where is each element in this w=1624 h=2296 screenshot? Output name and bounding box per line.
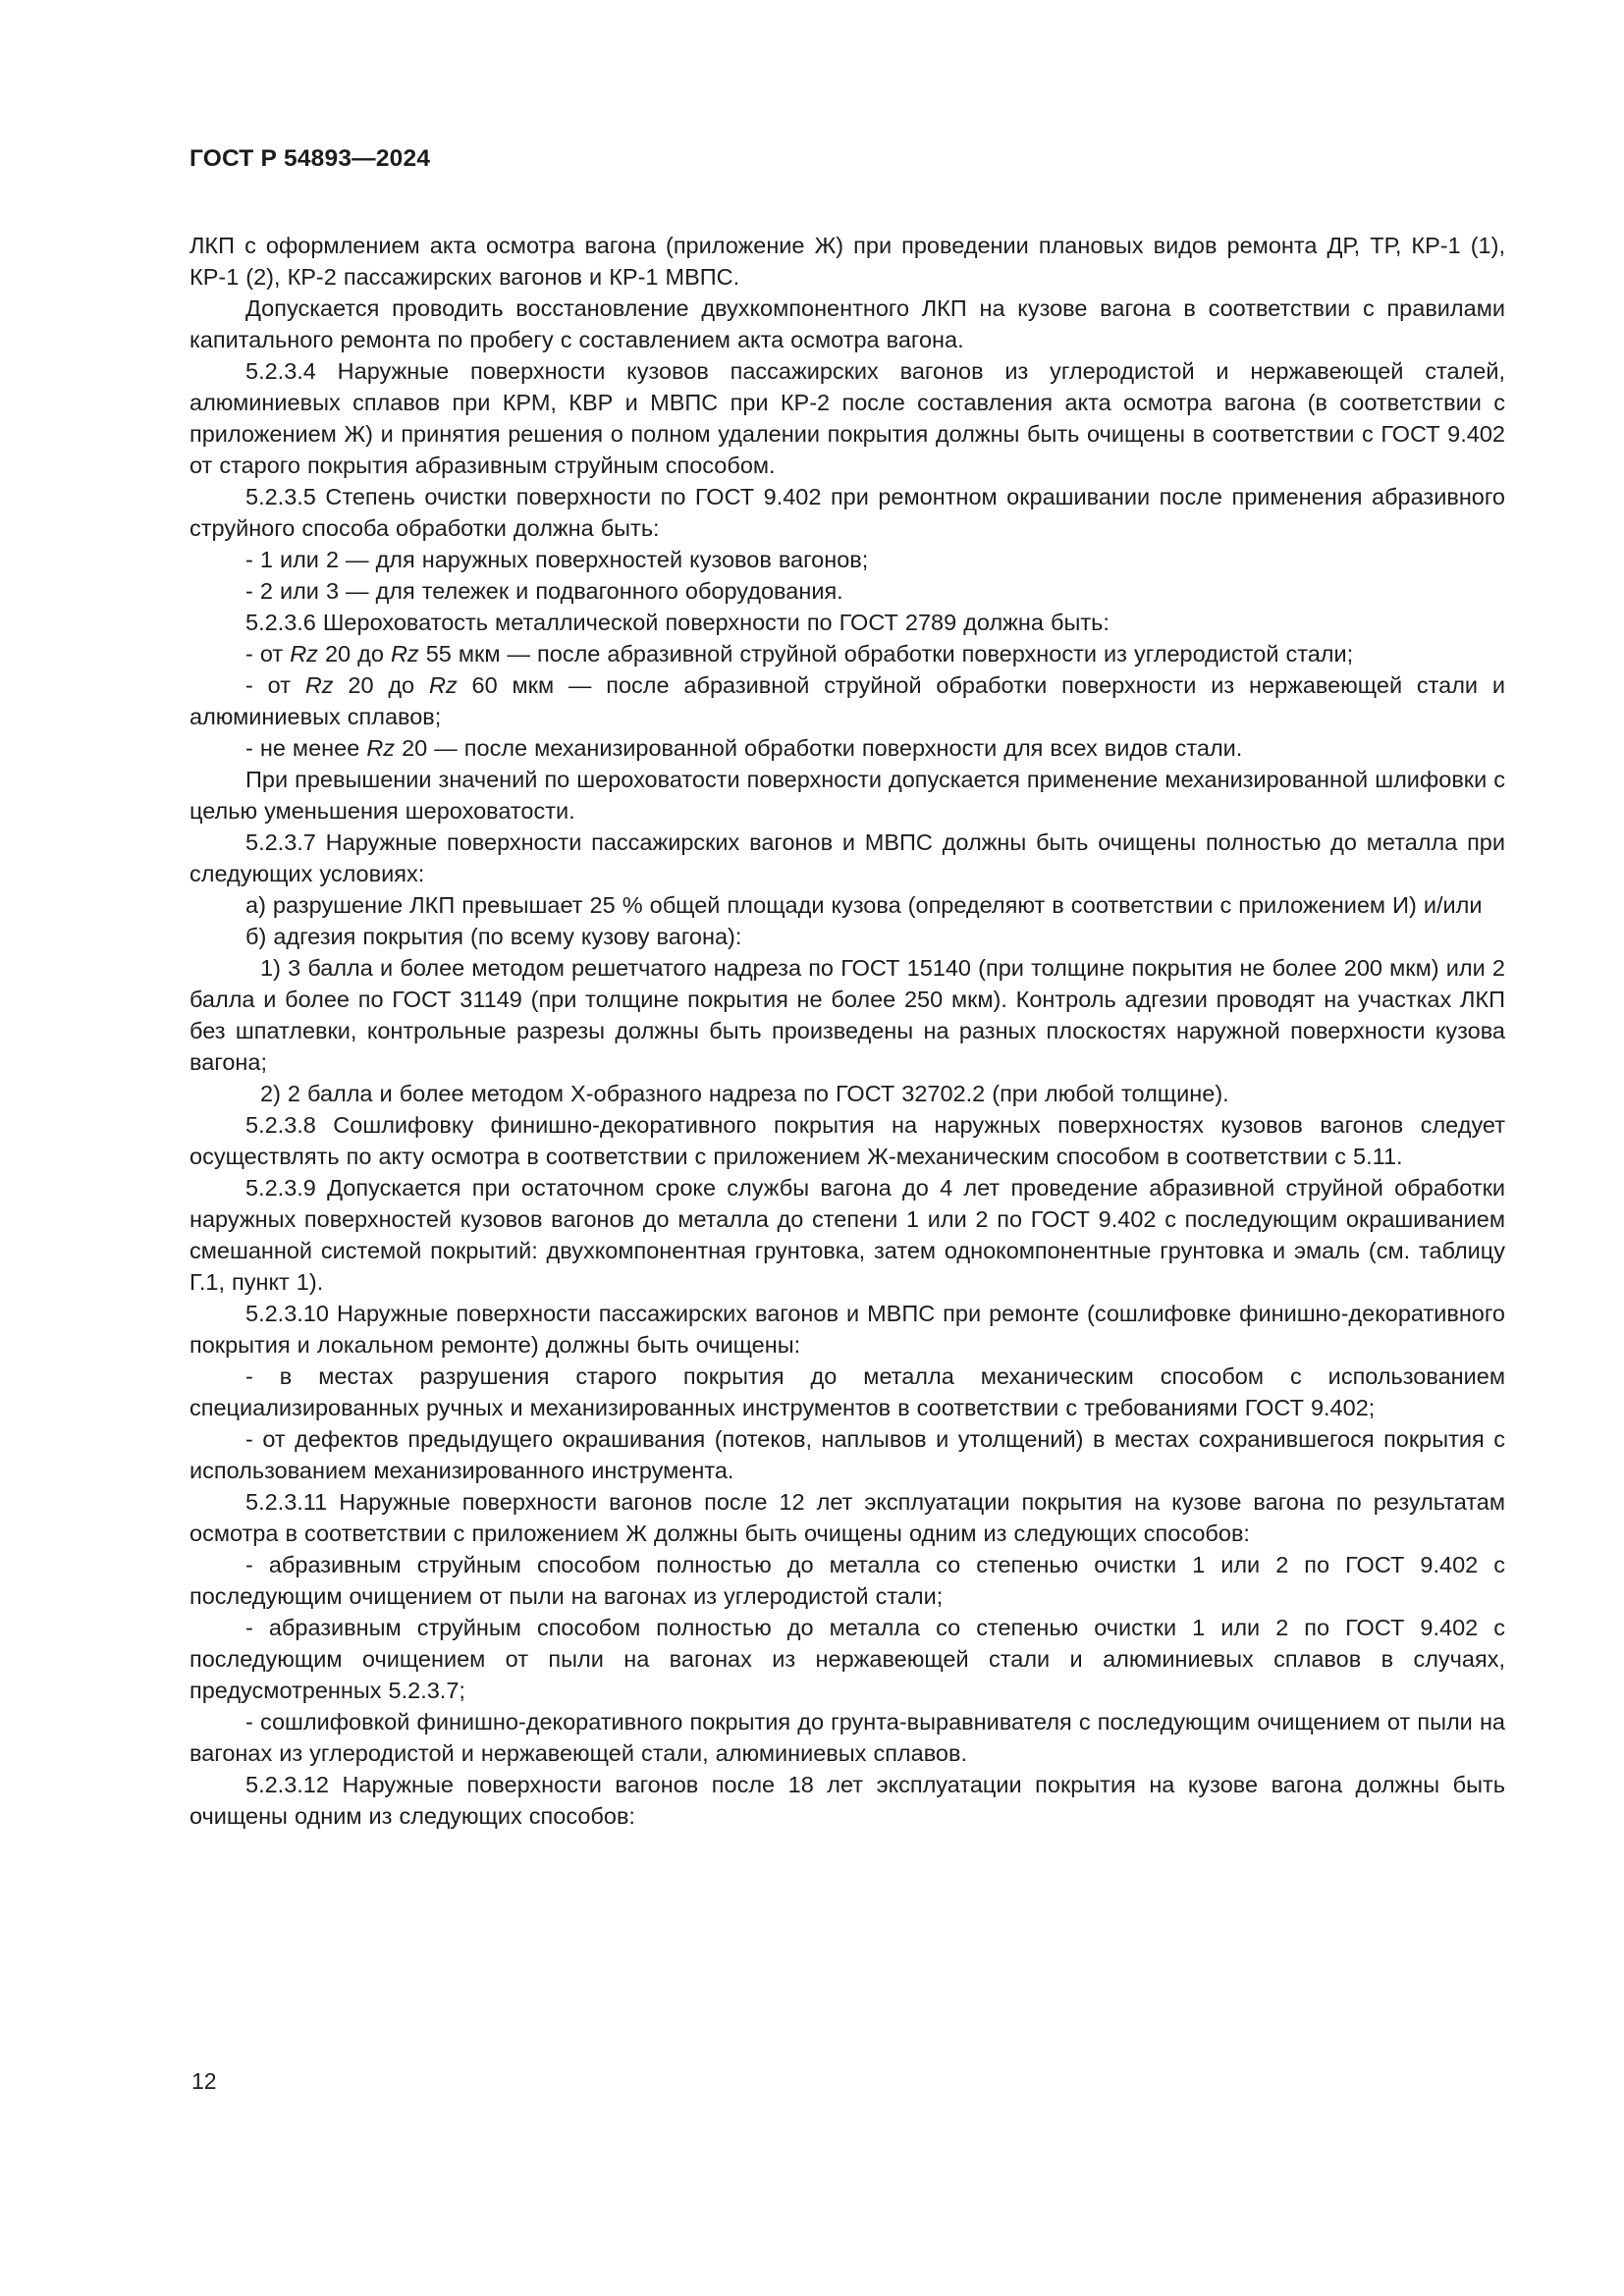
italic-run: Rz [390,641,419,667]
text-run: 1) 3 балла и более методом решетчатого надреза по ГОСТ 15140 (при толщине покрытия не более 200 мкм) или 2 балла и более по ГОСТ 31149 (при толщине покрытия не более 250 мкм). Контроль адгезии проводят на участках ЛКП без шпатлевки, контрольные разрезы должны быть произведены на разных плоскостях наружной поверхности кузова вагона; [189,955,1505,1075]
text-run: 55 мкм — после абразивной струйной обработки поверхности из углеродистой стали; [418,641,1354,667]
paragraph [189,293,1505,355]
italic-run: Rz [366,735,396,761]
paragraph [189,1078,1505,1109]
text-run: - от [245,641,291,667]
text-run: 60 мкм — после абразивной струйной обработки поверхности из нержавеющей стали и алюминиевых сплавов; [189,672,1506,729]
text-run: - в местах разрушения старого покрытия до металла механическим способом с использованием специализированных ручных и механизированных инструментов в соответствии с требованиями ГОСТ 9.402; [189,1363,1505,1420]
italic-run: Rz [304,672,334,698]
paragraph [189,355,1505,481]
paragraph [189,921,1505,952]
paragraph [189,1109,1505,1172]
paragraph [189,1361,1505,1423]
paragraph [189,1549,1505,1612]
text-run: 5.2.3.9 Допускается при остаточном сроке службы вагона до 4 лет проведение абразивной струйной обработки наружных поверхностей кузовов вагонов до металла до степени 1 или 2 по ГОСТ 9.402 с последующим окрашиванием смешанной системой покрытий: двухкомпонентная грунтовка, затем однокомпонентные грунтовка и эмаль (см. таблицу Г.1, пункт 1). [189,1175,1505,1295]
paragraph [189,889,1505,921]
paragraph [189,230,1505,293]
text-run: 20 до [317,641,391,667]
paragraph [189,1486,1505,1549]
text-run: 5.2.3.5 Степень очистки поверхности по ГОСТ 9.402 при ремонтном окрашивании после применения абразивного струйного способа обработки должна быть: [189,484,1505,541]
italic-run: Rz [428,672,458,698]
text-run: При превышении значений по шероховатости поверхности допускается применение механизированной шлифовки с целью уменьшения шероховатости. [189,767,1505,824]
text-run: 5.2.3.12 Наружные поверхности вагонов после 18 лет эксплуатации покрытия на кузове вагона должны быть очищены одним из следующих способов: [189,1772,1505,1829]
text-run: - от [245,672,305,698]
paragraph [189,575,1505,607]
text-run: - абразивным струйным способом полностью до металла со степенью очистки 1 или 2 по ГОСТ 9.402 с последующим очищением от пыли на вагонах из углеродистой стали; [189,1552,1505,1609]
text-run: 5.2.3.10 Наружные поверхности пассажирских вагонов и МВПС при ремонте (сошлифовке финишно-декоративного покрытия и локальном ремонте) должны быть очищены: [189,1301,1505,1358]
paragraph [189,827,1505,889]
text-run: 20 — после механизированной обработки поверхности для всех видов стали. [395,735,1243,761]
text-run: 20 до [333,672,429,698]
paragraph [189,1612,1505,1706]
paragraph [189,1423,1505,1486]
italic-run: Rz [290,641,318,667]
paragraph [189,952,1505,1078]
text-run: 5.2.3.8 Сошлифовку финишно-декоративного покрытия на наружных поверхностях кузовов вагонов следует осуществлять по акту осмотра в соответствии с приложением Ж-механическим способом в соответствии с 5.11. [189,1112,1505,1169]
text-run: - сошлифовкой финишно-декоративного покрытия до грунта-выравнивателя с последующим очищением от пыли на вагонах из углеродистой и нержавеющей стали, алюминиевых сплавов. [189,1709,1505,1766]
paragraph [189,764,1505,827]
text-run: - 2 или 3 — для тележек и подвагонного оборудования. [245,578,843,604]
page-number: 12 [191,2068,217,2094]
text-run: - не менее [245,735,367,761]
text-run: 5.2.3.4 Наружные поверхности кузовов пассажирских вагонов из углеродистой и нержавеющей сталей, алюминиевых сплавов при КРМ, КВР и МВПС при КР-2 после составления акта осмотра вагона (в соответствии с приложением Ж) и принятия решения о полном удалении покрытия должны быть очищены в соответствии с ГОСТ 9.402 от старого покрытия абразивным струйным способом. [189,358,1505,478]
text-run: 5.2.3.11 Наружные поверхности вагонов после 12 лет эксплуатации покрытия на кузове вагона по результатам осмотра в соответствии с приложением Ж должны быть очищены одним из следующих способов: [189,1489,1505,1546]
paragraph [189,1298,1505,1361]
text-run: ЛКП с оформлением акта осмотра вагона (приложение Ж) при проведении плановых видов ремонта ДР, ТР, КР-1 (1), КР-1 (2), КР-2 пассажирских вагонов и КР-1 МВПС. [189,233,1505,290]
text-run: - от дефектов предыдущего окрашивания (потеков, наплывов и утолщений) в местах сохранившегося покрытия с использованием механизированного инструмента. [189,1426,1505,1483]
paragraph [189,732,1505,764]
text-run: - абразивным струйным способом полностью до металла со степенью очистки 1 или 2 по ГОСТ 9.402 с последующим очищением от пыли на вагонах из нержавеющей стали и алюминиевых сплавов в случаях, предусмотренных 5.2.3.7; [189,1615,1505,1703]
paragraph [189,481,1505,544]
paragraph [189,1172,1505,1298]
paragraph [189,638,1505,669]
text-run: - 1 или 2 — для наружных поверхностей кузовов вагонов; [245,547,869,572]
text-run: б) адгезия покрытия (по всему кузову вагона): [245,924,742,949]
text-run: 5.2.3.6 Шероховатость металлической поверхности по ГОСТ 2789 должна быть: [245,610,1110,635]
paragraph [189,544,1505,575]
standard-code-header: ГОСТ Р 54893—2024 [189,145,431,172]
paragraph [189,669,1505,732]
text-run: 2) 2 балла и более методом Х-образного надреза по ГОСТ 32702.2 (при любой толщине). [260,1081,1229,1106]
text-run: а) разрушение ЛКП превышает 25 % общей площади кузова (определяют в соответствии с приложением И) и/или [245,892,1483,918]
document-body [189,230,1505,1832]
text-run: 5.2.3.7 Наружные поверхности пассажирских вагонов и МВПС должны быть очищены полностью до металла при следующих условиях: [189,829,1505,886]
paragraph [189,1769,1505,1832]
text-run: Допускается проводить восстановление двухкомпонентного ЛКП на кузове вагона в соответствии с правилами капитального ремонта по пробегу с составлением акта осмотра вагона. [189,295,1505,352]
paragraph [189,607,1505,638]
paragraph [189,1706,1505,1769]
